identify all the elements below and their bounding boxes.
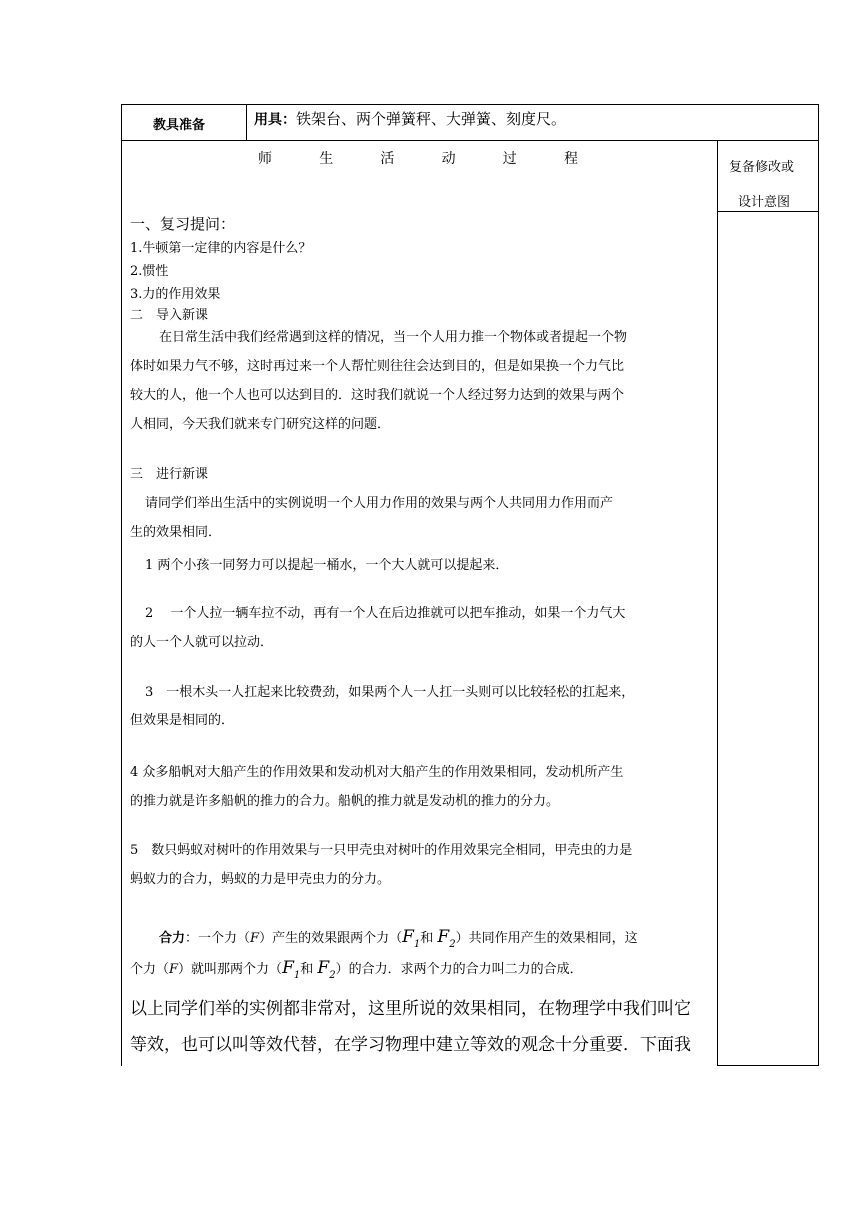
new-lesson-paragraph-line: 生的效果相同． <box>130 525 222 540</box>
title-char: 生 <box>319 151 334 167</box>
definition-text: 和 <box>300 962 314 977</box>
definition-text: ）就叫那两个力（ <box>178 962 283 977</box>
intro-paragraph-line: 人相同，今天我们就来专门研究这样的问题． <box>130 417 391 432</box>
example-4-line: 的推力就是许多船帆的推力的合力。船帆的推力就是发动机的推力的分力。 <box>130 794 560 809</box>
intro-paragraph-line: 在日常生活中我们经常遇到这样的情况，当一个人用力推一个物体或者提起一个物 <box>159 330 628 345</box>
closing-paragraph-line: 以上同学们举的实例都非常对，这里所说的效果相同，在物理学中我们叫它 <box>130 999 691 1019</box>
force-symbol-f: F <box>169 962 179 977</box>
title-char: 活 <box>380 151 395 167</box>
force-symbol-f1: $F_1$ <box>282 958 301 981</box>
force-symbol-f: F <box>250 931 260 946</box>
title-char: 过 <box>502 151 517 167</box>
side-header-bottom-border <box>717 211 818 212</box>
table-right-border <box>818 104 819 1066</box>
tools-value: 铁架台、两个弹簧秤、大弹簧、刻度尺。 <box>296 110 567 128</box>
side-column-divider <box>717 140 718 1066</box>
title-char: 师 <box>258 151 272 167</box>
example-2-line: 2 一个人拉一辆车拉不动，再有一个人在后边推就可以把车推动，如果一个力气大 <box>145 606 626 621</box>
side-header-line1: 复备修改或 <box>729 160 795 175</box>
definition-text: 和 <box>420 931 434 946</box>
table-left-border <box>121 104 122 1066</box>
force-symbol-f1: $F_1$ <box>402 927 421 950</box>
force-symbol-f2: $F_2$ <box>437 927 456 950</box>
side-header-line2: 设计意图 <box>738 195 791 210</box>
force-symbol-f2: $F_2$ <box>317 958 336 981</box>
example-3-line: 3 一根木头一人扛起来比较费劲，如果两个人一人扛一头则可以比较轻松的扛起来， <box>145 685 635 700</box>
definition-line-2 <box>130 958 583 981</box>
section-heading-review: 一、复习提问： <box>130 215 236 233</box>
section-title <box>258 148 578 168</box>
closing-paragraph-line: 等效，也可以叫等效代替，在学习物理中建立等效的观念十分重要．下面我 <box>130 1035 691 1055</box>
definition-text: ）产生的效果跟两个力（ <box>259 931 403 946</box>
table-bottom-border <box>717 1065 818 1066</box>
review-question-3: 3.力的作用效果 <box>130 287 221 302</box>
title-char: 动 <box>441 151 456 167</box>
header-label-divider <box>246 104 247 140</box>
definition-text: ）共同作用产生的效果相同，这 <box>455 931 638 946</box>
section-heading-intro: 二 导入新课 <box>130 308 209 323</box>
example-5-line: 5 数只蚂蚁对树叶的作用效果与一只甲壳虫对树叶的作用效果完全相同，甲壳虫的力是 <box>130 843 633 858</box>
review-question-1: 1.牛顿第一定律的内容是什么？ <box>130 241 312 256</box>
example-2-line: 的人一个人就可以拉动． <box>130 635 274 650</box>
table-top-border <box>121 104 819 105</box>
definition-term: 合力 <box>159 931 186 946</box>
definition-text: ：一个力（ <box>185 931 251 946</box>
header-row-bottom-border <box>121 140 819 141</box>
example-4-line: 4 众多船帆对大船产生的作用效果和发动机对大船产生的作用效果相同，发动机所产生 <box>130 765 624 780</box>
definition-text: 个力（ <box>130 962 170 977</box>
new-lesson-paragraph-line: 请同学们举出生活中的实例说明一个人用力作用的效果与两个人共同用力作用而产 <box>145 496 614 511</box>
prep-label: 教具准备 <box>153 118 206 133</box>
example-3-line: 但效果是相同的． <box>130 713 235 728</box>
tools-label: 用具： <box>254 112 296 128</box>
example-1: 1 两个小孩一同努力可以提起一桶水，一个大人就可以提起来． <box>145 558 509 573</box>
definition-line-1 <box>159 927 638 950</box>
title-char: 程 <box>563 151 578 167</box>
review-question-2: 2.惯性 <box>130 264 169 279</box>
example-5-line: 蚂蚁力的合力，蚂蚁的力是甲壳虫力的分力。 <box>130 872 391 887</box>
intro-paragraph-line: 体时如果力气不够，这时再过来一个人帮忙则往往会达到目的，但是如果换一个力气比 <box>130 359 625 374</box>
definition-text: ）的合力．求两个力的合力叫二力的合成． <box>335 962 583 977</box>
section-heading-new-lesson: 三 进行新课 <box>130 467 209 482</box>
tools-text <box>254 108 566 129</box>
intro-paragraph-line: 较大的人，他一个人也可以达到目的．这时我们就说一个人经过努力达到的效果与两个 <box>130 388 625 403</box>
